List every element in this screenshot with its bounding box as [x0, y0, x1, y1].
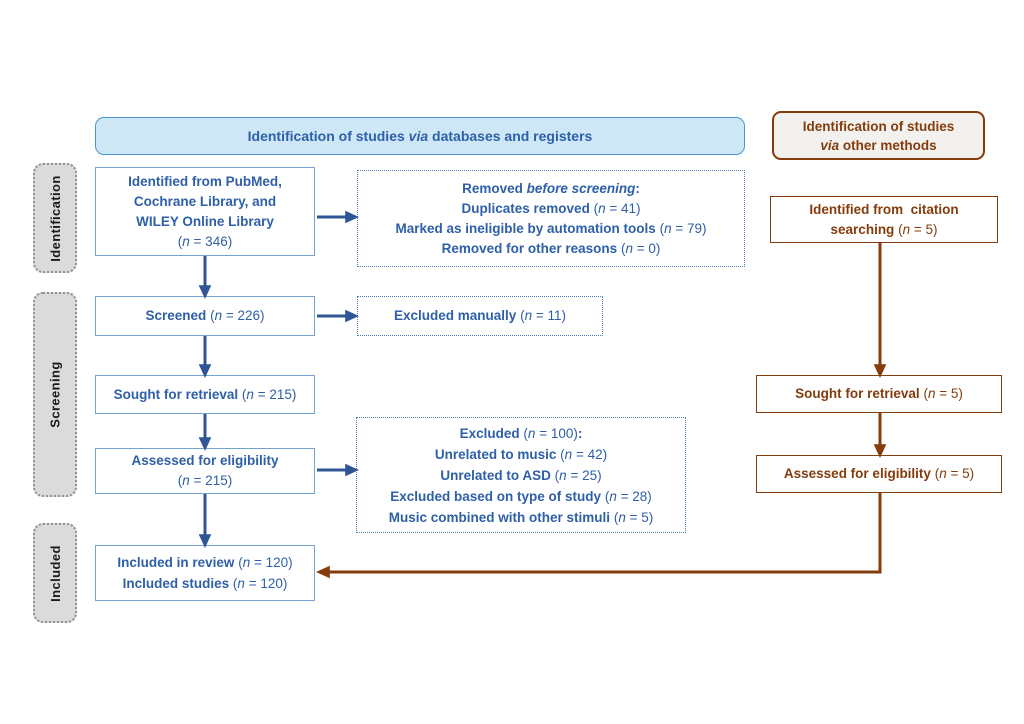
header-databases-registers: [95, 117, 745, 155]
box-identified-databases-line1: Identified from PubMed,: [128, 173, 282, 189]
box-excluded-line5: Music combined with other stimuli (n = 5): [388, 509, 654, 525]
header-other-methods-line1: Identification of studies: [802, 118, 955, 134]
box-identified-databases: [95, 167, 315, 256]
box-citation-line2: searching (n = 5): [830, 221, 938, 237]
stage-label-screening-text: Screening: [47, 361, 63, 428]
header-databases-registers-text: Identification of studies via databases and registers: [247, 128, 593, 144]
box-screened: [95, 296, 315, 336]
box-excluded-line3: Unrelated to ASD (n = 25): [440, 467, 602, 483]
box-excluded-manually-text: Excluded manually (n = 11): [394, 308, 566, 323]
box-excluded-line1: Excluded (n = 100):: [459, 425, 583, 441]
box-removed-line1: Removed before screening:: [462, 180, 640, 196]
box-identified-citation: [770, 196, 998, 243]
box-removed-before-screening: [357, 170, 745, 267]
box-sought-retrieval: [95, 375, 315, 414]
box-sought-retrieval-other: [756, 375, 1002, 413]
box-sought-other-text: Sought for retrieval (n = 5): [795, 386, 963, 401]
box-identified-databases-line4: (n = 346): [177, 233, 233, 249]
box-excluded-line2: Unrelated to music (n = 42): [434, 446, 608, 462]
box-included-line2: Included studies (n = 120): [122, 576, 288, 591]
box-removed-line3: Marked as ineligible by automation tools (n = 79): [395, 220, 707, 236]
box-citation-line1: Identified from citation: [809, 201, 959, 217]
box-excluded-reasons: [356, 417, 686, 533]
stage-label-included-text: Included: [47, 544, 63, 602]
box-removed-line4: Removed for other reasons (n = 0): [441, 240, 661, 256]
box-identified-databases-line3: WILEY Online Library: [136, 213, 274, 229]
box-assessed-other-text: Assessed for eligibility (n = 5): [783, 466, 975, 481]
stage-label-included: [33, 523, 77, 623]
header-other-methods: [772, 111, 985, 160]
box-included-line1: Included in review (n = 120): [117, 555, 293, 570]
header-other-methods-line2: via other methods: [820, 137, 937, 153]
box-excluded-line4: Excluded based on type of study (n = 28): [390, 488, 652, 504]
box-removed-line2: Duplicates removed (n = 41): [461, 200, 641, 216]
box-excluded-manually: [357, 296, 603, 336]
box-assessed-eligibility: [95, 448, 315, 494]
box-screened-text: Screened (n = 226): [145, 308, 265, 323]
box-assessed-line1: Assessed for eligibility: [131, 453, 279, 468]
box-identified-databases-line2: Cochrane Library, and: [133, 193, 277, 209]
stage-label-identification: [33, 163, 77, 273]
stage-label-screening: [33, 292, 77, 497]
box-sought-retrieval-text: Sought for retrieval (n = 215): [113, 386, 297, 402]
box-assessed-eligibility-other: [756, 455, 1002, 493]
box-assessed-line2: (n = 215): [177, 473, 233, 488]
stage-label-identification-text: Identification: [47, 174, 63, 262]
box-included-review: [95, 545, 315, 601]
